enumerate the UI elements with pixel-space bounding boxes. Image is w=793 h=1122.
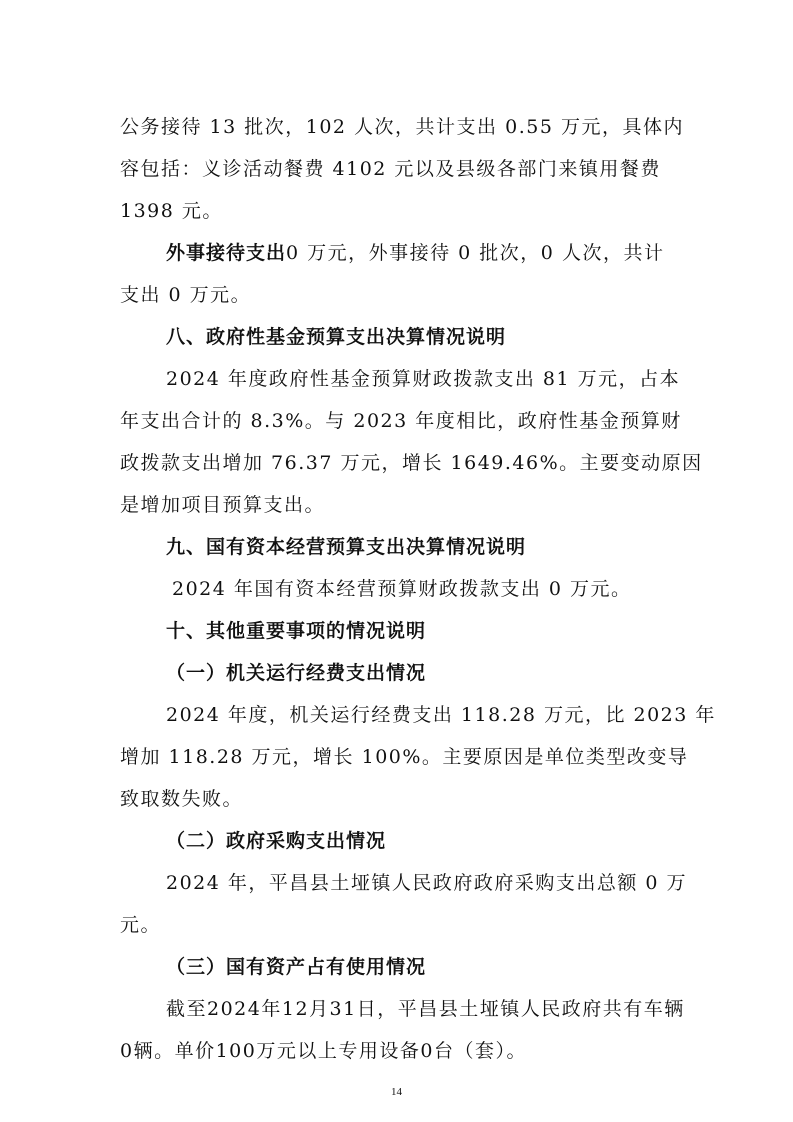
page-number: 14 [391, 1086, 402, 1098]
subsection-heading: （二）政府采购支出情况 [166, 830, 387, 852]
section-heading: 八、政府性基金预算支出决算情况说明 [166, 326, 507, 348]
paragraph-line: 增加 118.28 万元，增长 100%。主要原因是单位类型改变导 [120, 746, 689, 768]
paragraph-line: 元。 [120, 914, 162, 936]
paragraph-line [166, 238, 664, 265]
paragraph-line: 1398 元。 [120, 200, 223, 222]
paragraph-text: 0 万元，外事接待 0 批次，0 人次，共计 [286, 242, 665, 264]
paragraph-line: 支出 0 万元。 [120, 284, 252, 306]
paragraph-line: 2024 年，平昌县土垭镇人民政府政府采购支出总额 0 万 [166, 872, 688, 894]
paragraph-line: 2024 年国有资本经营预算财政拨款支出 0 万元。 [172, 578, 632, 600]
paragraph-line: 公务接待 13 批次，102 人次，共计支出 0.55 万元，具体内 [120, 116, 684, 138]
paragraph-line: 截至2024年12月31日，平昌县土垭镇人民政府共有车辆 [166, 998, 685, 1020]
subsection-heading: （一）机关运行经费支出情况 [166, 662, 427, 684]
paragraph-line: 容包括：义诊活动餐费 4102 元以及县级各部门来镇用餐费 [120, 158, 661, 180]
inline-bold-term: 外事接待支出 [166, 242, 287, 264]
section-heading: 十、其他重要事项的情况说明 [166, 620, 427, 642]
paragraph-line: 年支出合计的 8.3%。与 2023 年度相比，政府性基金预算财 [120, 410, 682, 432]
paragraph-line: 2024 年度，机关运行经费支出 118.28 万元，比 2023 年 [166, 704, 716, 726]
section-heading: 九、国有资本经营预算支出决算情况说明 [166, 536, 527, 558]
paragraph-line: 致取数失败。 [120, 788, 244, 810]
paragraph-line: 是增加项目预算支出。 [120, 494, 326, 516]
subsection-heading: （三）国有资产占有使用情况 [166, 956, 427, 978]
paragraph-line: 政拨款支出增加 76.37 万元，增长 1649.46%。主要变动原因 [120, 452, 703, 474]
paragraph-line: 0辆。单价100万元以上专用设备0台（套）。 [120, 1040, 527, 1062]
paragraph-line: 2024 年度政府性基金预算财政拨款支出 81 万元，占本 [166, 368, 681, 390]
